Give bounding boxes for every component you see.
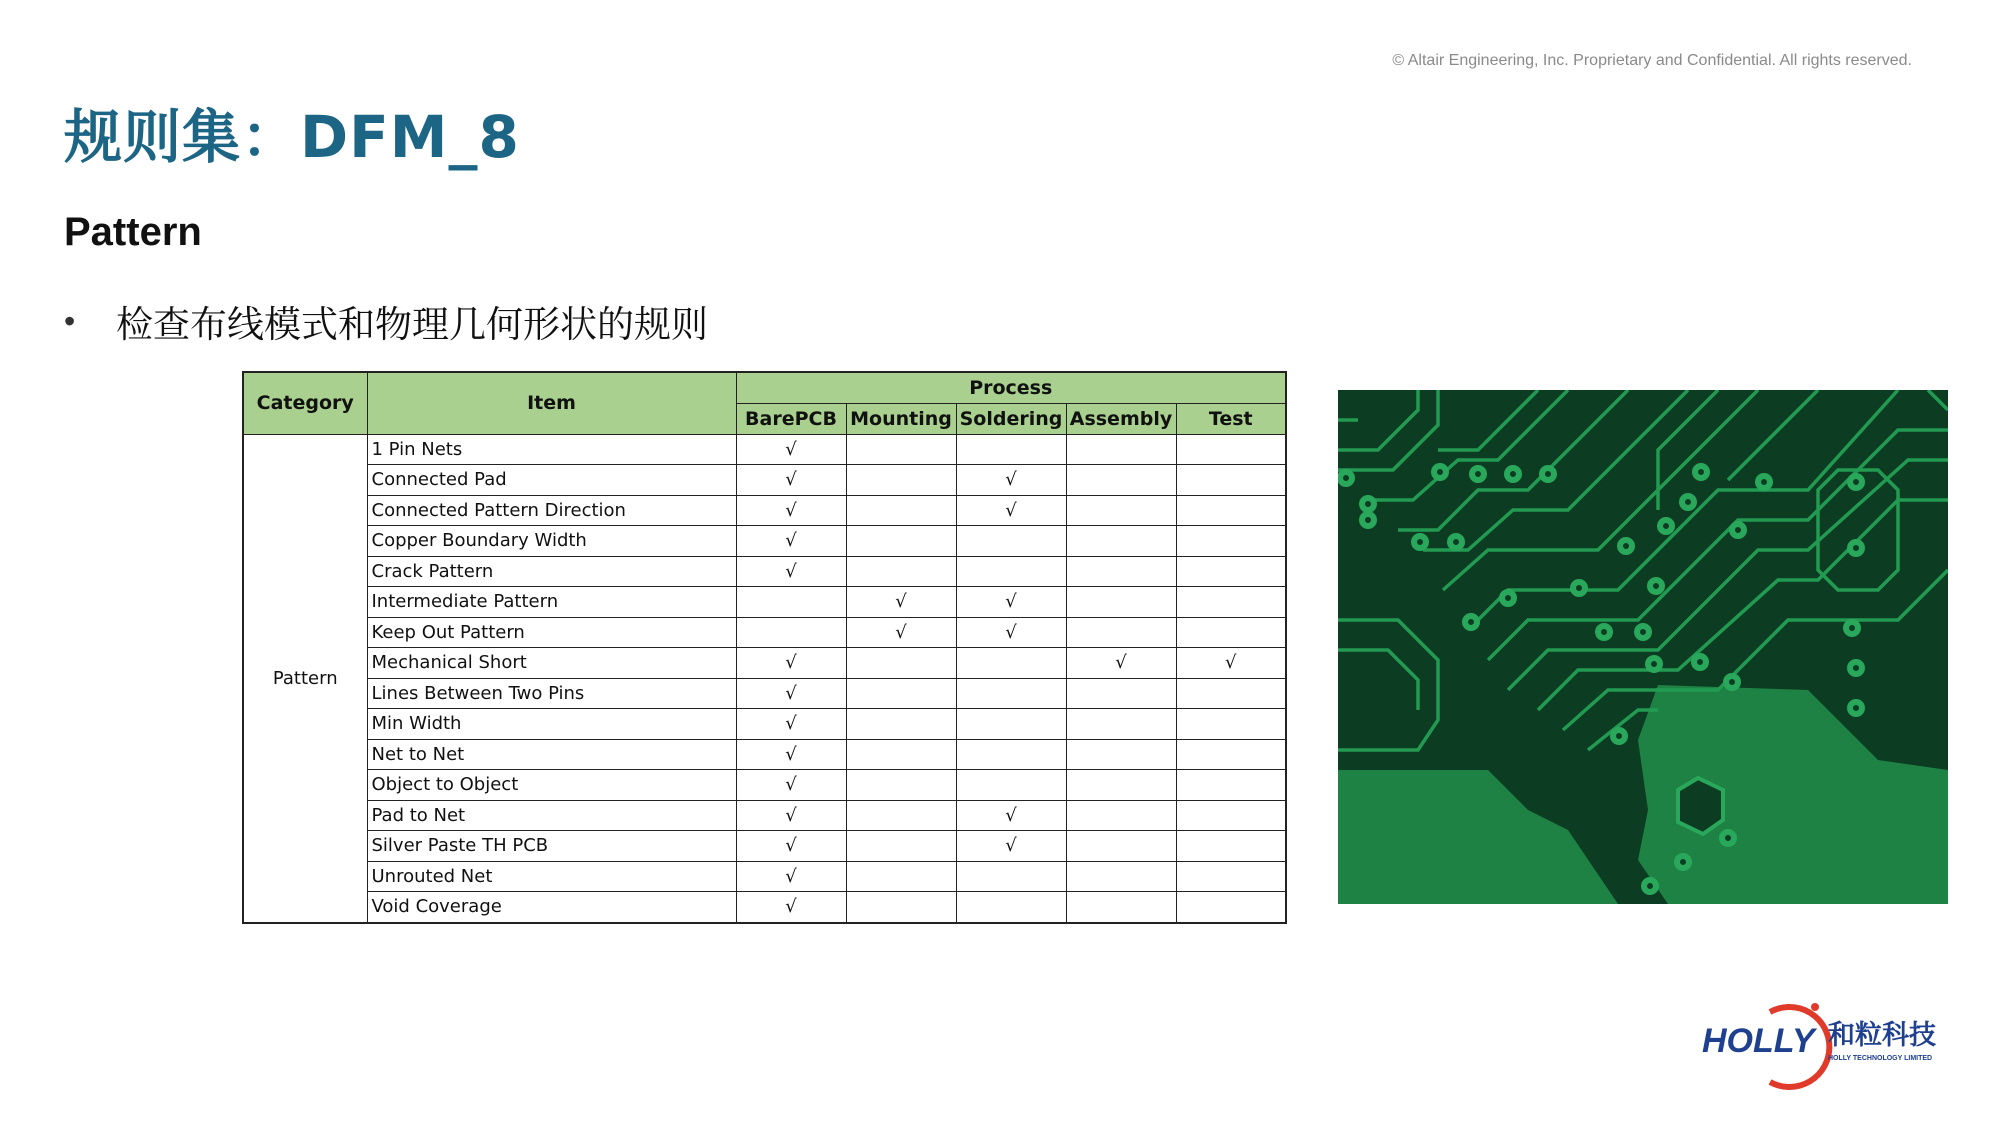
- check-cell-soldering: √: [956, 587, 1066, 618]
- check-cell-barepcb: √: [736, 648, 846, 679]
- check-cell-assembly: [1066, 861, 1176, 892]
- item-cell: Keep Out Pattern: [367, 617, 736, 648]
- item-cell: Min Width: [367, 709, 736, 740]
- check-cell-soldering: [956, 861, 1066, 892]
- header-mounting: Mounting: [846, 404, 956, 435]
- check-cell-assembly: [1066, 678, 1176, 709]
- check-cell-test: [1176, 770, 1286, 801]
- check-cell-test: [1176, 465, 1286, 496]
- table-row: [243, 587, 1286, 618]
- item-cell: Intermediate Pattern: [367, 587, 736, 618]
- table-row: [243, 465, 1286, 496]
- check-cell-test: √: [1176, 648, 1286, 679]
- bullet-icon: •: [64, 303, 76, 339]
- item-cell: Pad to Net: [367, 800, 736, 831]
- check-cell-mounting: [846, 770, 956, 801]
- item-cell: Copper Boundary Width: [367, 526, 736, 557]
- category-cell: Pattern: [243, 434, 367, 923]
- header-item: Item: [367, 372, 736, 434]
- table-row: [243, 434, 1286, 465]
- table-row: [243, 495, 1286, 526]
- check-cell-soldering: [956, 526, 1066, 557]
- check-cell-soldering: [956, 892, 1066, 923]
- check-cell-barepcb: √: [736, 556, 846, 587]
- check-cell-test: [1176, 434, 1286, 465]
- check-cell-mounting: [846, 556, 956, 587]
- check-cell-barepcb: √: [736, 739, 846, 770]
- check-cell-mounting: [846, 861, 956, 892]
- check-cell-assembly: [1066, 434, 1176, 465]
- check-cell-test: [1176, 709, 1286, 740]
- check-cell-mounting: [846, 678, 956, 709]
- section-subtitle: Pattern: [64, 210, 202, 254]
- check-cell-assembly: [1066, 739, 1176, 770]
- table-row: [243, 648, 1286, 679]
- logo-text-cn: 和粒科技: [1828, 1020, 1936, 1051]
- item-cell: Unrouted Net: [367, 861, 736, 892]
- check-cell-barepcb: √: [736, 465, 846, 496]
- check-cell-mounting: [846, 831, 956, 862]
- item-cell: Lines Between Two Pins: [367, 678, 736, 709]
- check-cell-mounting: [846, 495, 956, 526]
- check-cell-mounting: [846, 709, 956, 740]
- item-cell: Connected Pad: [367, 465, 736, 496]
- check-cell-barepcb: √: [736, 709, 846, 740]
- check-cell-soldering: √: [956, 800, 1066, 831]
- check-cell-mounting: [846, 526, 956, 557]
- bullet-text: 检查布线模式和物理几何形状的规则: [116, 303, 708, 346]
- check-cell-barepcb: √: [736, 831, 846, 862]
- table-row: [243, 709, 1286, 740]
- table-row: [243, 678, 1286, 709]
- check-cell-barepcb: √: [736, 434, 846, 465]
- item-cell: Connected Pattern Direction: [367, 495, 736, 526]
- header-barepcb: BarePCB: [736, 404, 846, 435]
- table-row: [243, 861, 1286, 892]
- check-cell-mounting: √: [846, 617, 956, 648]
- table-row: [243, 831, 1286, 862]
- check-cell-mounting: [846, 465, 956, 496]
- item-cell: Mechanical Short: [367, 648, 736, 679]
- check-cell-barepcb: √: [736, 526, 846, 557]
- check-cell-mounting: [846, 648, 956, 679]
- check-cell-test: [1176, 587, 1286, 618]
- check-cell-barepcb: √: [736, 678, 846, 709]
- check-cell-test: [1176, 800, 1286, 831]
- header-category: Category: [243, 372, 367, 434]
- logo-tagline: HOLLY TECHNOLOGY LIMITED: [1828, 1055, 1933, 1062]
- check-cell-assembly: √: [1066, 648, 1176, 679]
- check-cell-assembly: [1066, 465, 1176, 496]
- item-cell: 1 Pin Nets: [367, 434, 736, 465]
- table-row: [243, 770, 1286, 801]
- check-cell-test: [1176, 617, 1286, 648]
- check-cell-test: [1176, 739, 1286, 770]
- table-row: [243, 617, 1286, 648]
- check-cell-soldering: [956, 556, 1066, 587]
- check-cell-barepcb: √: [736, 892, 846, 923]
- item-cell: Net to Net: [367, 739, 736, 770]
- check-cell-soldering: [956, 709, 1066, 740]
- header-assembly: Assembly: [1066, 404, 1176, 435]
- pcb-image: [1338, 390, 1948, 904]
- copyright-notice: © Altair Engineering, Inc. Proprietary and Confidential. All rights reserved.: [1392, 52, 1912, 69]
- header-test: Test: [1176, 404, 1286, 435]
- check-cell-mounting: [846, 892, 956, 923]
- check-cell-soldering: [956, 770, 1066, 801]
- check-cell-assembly: [1066, 709, 1176, 740]
- check-cell-soldering: [956, 648, 1066, 679]
- check-cell-assembly: [1066, 800, 1176, 831]
- item-cell: Crack Pattern: [367, 556, 736, 587]
- check-cell-test: [1176, 678, 1286, 709]
- check-cell-soldering: √: [956, 617, 1066, 648]
- logo-text-latin: HOLLY: [1702, 1022, 1815, 1060]
- bullet-point: [64, 294, 708, 348]
- check-cell-soldering: [956, 739, 1066, 770]
- check-cell-assembly: [1066, 770, 1176, 801]
- check-cell-soldering: √: [956, 495, 1066, 526]
- item-cell: Void Coverage: [367, 892, 736, 923]
- table-row: [243, 556, 1286, 587]
- check-cell-mounting: [846, 800, 956, 831]
- item-cell: Object to Object: [367, 770, 736, 801]
- table-row: [243, 526, 1286, 557]
- table-row: [243, 892, 1286, 923]
- check-cell-barepcb: √: [736, 770, 846, 801]
- check-cell-barepcb: √: [736, 861, 846, 892]
- check-cell-test: [1176, 526, 1286, 557]
- check-cell-mounting: [846, 434, 956, 465]
- check-cell-assembly: [1066, 556, 1176, 587]
- check-cell-test: [1176, 892, 1286, 923]
- table-row: [243, 800, 1286, 831]
- check-cell-mounting: √: [846, 587, 956, 618]
- page-title: 规则集：DFM_8: [64, 103, 520, 171]
- header-soldering: Soldering: [956, 404, 1066, 435]
- check-cell-barepcb: √: [736, 495, 846, 526]
- check-cell-test: [1176, 495, 1286, 526]
- rules-table-body: [243, 434, 1286, 923]
- check-cell-soldering: [956, 434, 1066, 465]
- check-cell-barepcb: [736, 587, 846, 618]
- holly-logo: [1700, 992, 1950, 1092]
- check-cell-test: [1176, 831, 1286, 862]
- rules-table: [242, 371, 1287, 924]
- check-cell-assembly: [1066, 587, 1176, 618]
- check-cell-soldering: [956, 678, 1066, 709]
- check-cell-barepcb: √: [736, 800, 846, 831]
- check-cell-soldering: √: [956, 465, 1066, 496]
- check-cell-mounting: [846, 739, 956, 770]
- check-cell-assembly: [1066, 617, 1176, 648]
- check-cell-assembly: [1066, 892, 1176, 923]
- check-cell-assembly: [1066, 495, 1176, 526]
- check-cell-test: [1176, 556, 1286, 587]
- check-cell-test: [1176, 861, 1286, 892]
- check-cell-assembly: [1066, 526, 1176, 557]
- table-row: [243, 739, 1286, 770]
- check-cell-barepcb: [736, 617, 846, 648]
- item-cell: Silver Paste TH PCB: [367, 831, 736, 862]
- check-cell-assembly: [1066, 831, 1176, 862]
- check-cell-soldering: √: [956, 831, 1066, 862]
- header-process: Process: [736, 372, 1286, 404]
